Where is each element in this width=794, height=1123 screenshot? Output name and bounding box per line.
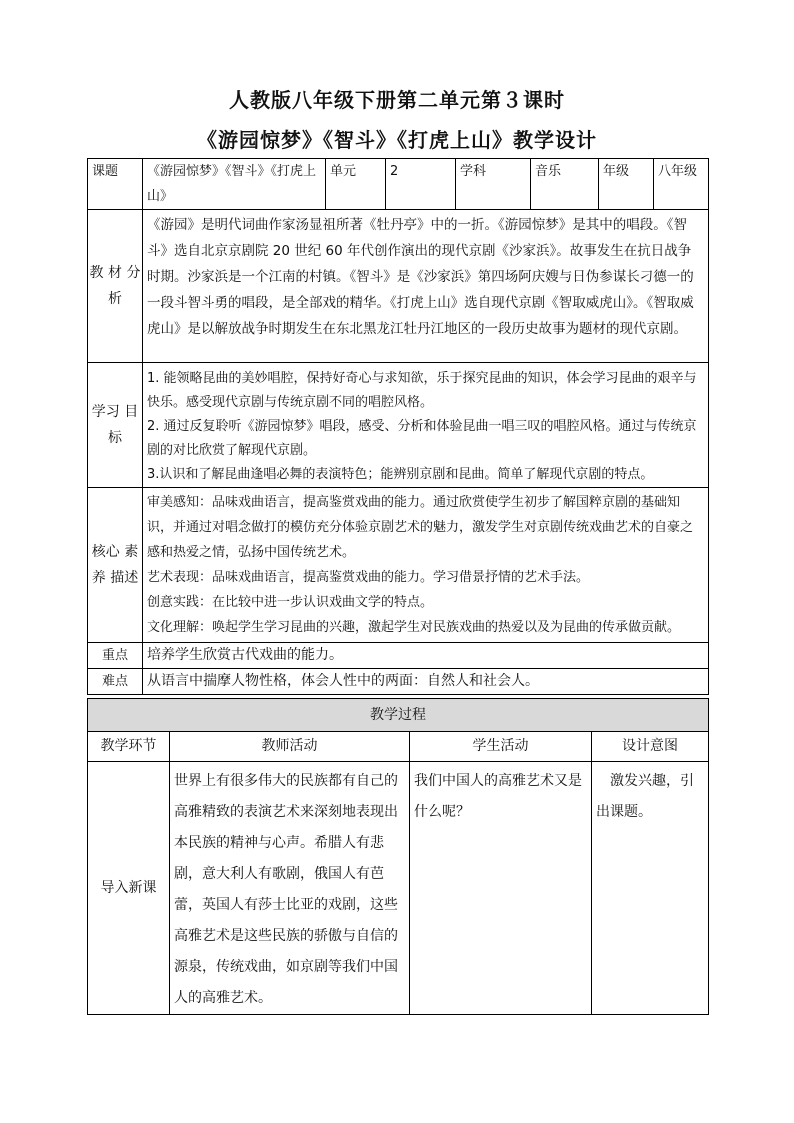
core-item: 审美感知：品味戏曲语言，提高鉴赏戏曲的能力。通过欣赏使学生初步了解国粹京剧的基础知识，并通过对唱念做打的模仿充分体验京剧艺术的魅力，激发学生对京剧传统戏曲艺术的自豪之感和热爱之情，弘扬中国传统艺术。 (147, 495, 694, 560)
lesson-plan-table (87, 158, 709, 695)
goal-item: 2. 通过反复聆听《游园惊梦》唱段，感受、分析和体验昆曲一唱三叹的唱腔风格。通过与传统京剧的对比欣赏了解现代京剧。 (147, 419, 697, 458)
difficulty-row (88, 669, 709, 695)
goal-item: 1. 能领略昆曲的美妙唱腔，保持好奇心与求知欲，乐于探究昆曲的知识，体会学习昆曲的艰辛与快乐。感受现代京剧与传统京剧不同的唱腔风格。 (147, 371, 697, 410)
core-list (143, 488, 709, 643)
grade-value: 八年级 (654, 159, 709, 210)
document-title: 人教版八年级下册第二单元第３课时 (229, 88, 565, 112)
key-row (88, 643, 709, 669)
subject-value: 音乐 (531, 159, 599, 210)
document-subtitle: 《游园惊梦》《智斗》《打虎上山》教学设计 (197, 128, 597, 152)
subject-label: 学科 (456, 159, 531, 210)
unit-label: 单元 (326, 159, 386, 210)
topic-value: 《游园惊梦》《智斗》《打虎上山》 (143, 159, 326, 210)
process-row (88, 762, 709, 1015)
core-item: 文化理解：唤起学生学习昆曲的兴趣，激起学生对民族戏曲的热爱以及为昆曲的传承做贡献。 (147, 620, 681, 635)
material-text: 《游园》是明代词曲作家汤显祖所著《牡丹亭》中的一折。《游园惊梦》是其中的唱段。《智斗》选自北京京剧院 20 世纪 60 年代创作演出的现代京剧《沙家浜》。故事发生在抗日战争时期。沙家浜是一个江南的村镇。《智斗》是《沙家浜》第四场阿庆嫂与日伪参谋长刁德一的一段斗智斗勇的唱段，是全部戏的精华。《打虎上山》选自现代京剧《智取威虎山》。《智取威虎山》是以解放战争时期发生在东北黑龙江牡丹江地区的一段历史故事为题材的现代京剧。 (143, 210, 709, 363)
core-item: 创意实践：在比较中进一步认识戏曲文学的特点。 (147, 595, 434, 610)
key-text: 培养学生欣赏古代戏曲的能力。 (143, 643, 709, 669)
student-activity: 我们中国人的高雅艺术又是什么呢？ (410, 762, 592, 1015)
core-item: 艺术表现：品味戏曲语言，提高鉴赏戏曲的能力。学习借景抒情的艺术手法。 (147, 570, 590, 585)
process-header-row (88, 732, 709, 762)
material-row (88, 210, 709, 363)
teacher-activity: 世界上有很多伟大的民族都有自己的高雅精致的表演艺术来深刻地表现出本民族的精神与心声。希腊人有悲剧，意大利人有歌剧，俄国人有芭蕾，英国人有莎士比亚的戏剧，这些高雅艺术是这些民族的骄傲与自信的源泉，传统戏曲，如京剧等我们中国人的高雅艺术。 (170, 762, 410, 1015)
column-header: 设计意图 (592, 732, 709, 762)
grade-label: 年级 (599, 159, 654, 210)
column-header: 教学环节 (88, 732, 170, 762)
difficulty-text: 从语言中揣摩人物性格，体会人性中的两面：自然人和社会人。 (143, 669, 709, 695)
goals-list (143, 363, 709, 488)
difficulty-label: 难点 (88, 669, 143, 695)
core-row (88, 488, 709, 643)
process-title-row (88, 699, 709, 732)
info-row (88, 159, 709, 210)
goals-row (88, 363, 709, 488)
goals-label: 学习 目标 (88, 363, 143, 488)
process-table (87, 698, 709, 1015)
core-label: 核心 素养 描述 (88, 488, 143, 643)
goal-item: 3.认识和了解昆曲逢唱必舞的表演特色；能辨别京剧和昆曲。简单了解现代京剧的特点。 (147, 467, 654, 482)
design-intent: 激发兴趣，引出课题。 (592, 762, 709, 1015)
topic-label: 课题 (88, 159, 143, 210)
unit-value: 2 (386, 159, 456, 210)
column-header: 学生活动 (410, 732, 592, 762)
key-label: 重点 (88, 643, 143, 669)
material-label: 教 材 分析 (88, 210, 143, 363)
column-header: 教师活动 (170, 732, 410, 762)
stage-cell: 导入新课 (88, 762, 170, 1015)
process-title: 教学过程 (88, 699, 709, 732)
